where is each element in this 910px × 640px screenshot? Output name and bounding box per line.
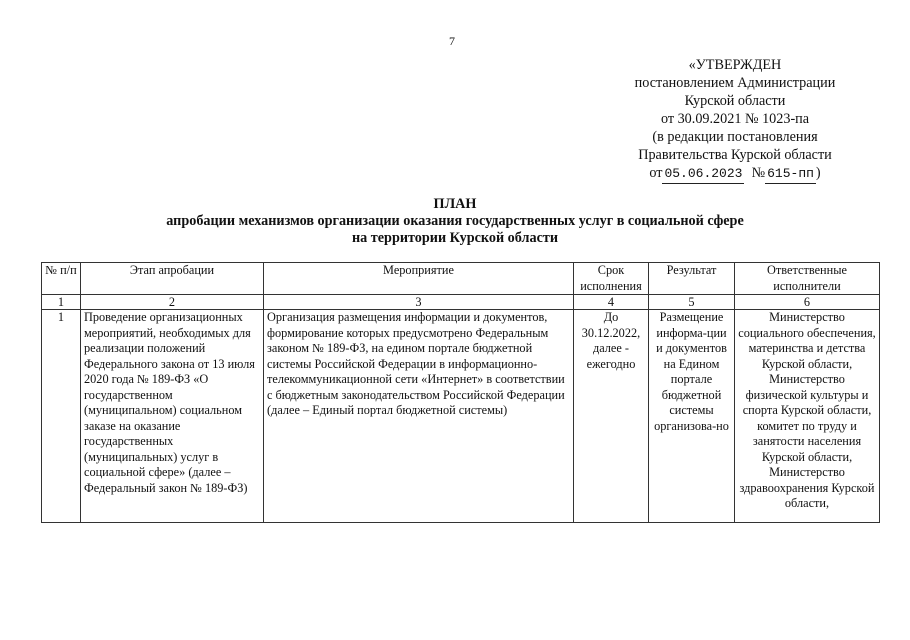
cell-deadline: До 30.12.2022, далее - ежегодно [574, 310, 649, 523]
approval-line: Курской области [684, 93, 786, 109]
page-number: 7 [449, 34, 455, 48]
approval-date: 05.06.2023 [662, 165, 744, 184]
column-number-row [42, 295, 880, 310]
header-stage: Этап апробации [81, 263, 264, 295]
column-number: 1 [42, 295, 81, 310]
header-result: Результат [649, 263, 735, 295]
approval-line: от 30.09.2021 № 1023-па [660, 111, 810, 127]
header-activity: Мероприятие [264, 263, 574, 295]
approval-line: (в редакции постановления [652, 129, 818, 145]
approval-number: 615-пп [765, 165, 816, 184]
approval-line: Правительства Курской области [638, 147, 832, 163]
title-line: апробации механизмов организации оказания государственных услуг в социальной сфере [166, 213, 744, 229]
header-executors: Ответственные исполнители [735, 263, 880, 295]
table-header-row [42, 263, 880, 295]
plan-table [41, 262, 880, 523]
cell-activity: Организация размещения информации и документов, формирование которых предусмотрено Федеральным законом № 189-ФЗ, на едином портале бюджетной системы Российской Федерации в информационно-телекоммуникационной сети «Интернет» в соответствии с бюджетным законодательством Российской Федерации (далее – Единый портал бюджетной системы) [264, 310, 574, 523]
approval-line: «УТВЕРЖДЕН [688, 57, 782, 73]
cell-stage: Проведение организационных мероприятий, необходимых для реализации положений Федерального закона от 13 июля 2020 года № 189-ФЗ «О государственном (муниципальном) социальном заказе на оказание государственных (муниципальных) услуг в социальной сфере» (далее – Федеральный закон № 189-ФЗ) [81, 310, 264, 523]
column-number: 5 [649, 295, 735, 310]
column-number: 4 [574, 295, 649, 310]
header-num: № п/п [42, 263, 81, 295]
approval-stamp [610, 56, 860, 184]
cell-num: 1 [42, 310, 81, 523]
document-title [0, 196, 910, 247]
approval-date-line [610, 164, 860, 184]
cell-executors: Министерство социального обеспечения, материнства и детства Курской области, Министерство физической культуры и спорта Курской области, комитет по труду и занятости населения Курской области, Министерство здравоохранения Курской области, [735, 310, 880, 523]
title-line: ПЛАН [433, 196, 477, 212]
number-prefix: № [751, 165, 766, 181]
closing-paren: ) [815, 165, 821, 181]
column-number: 3 [264, 295, 574, 310]
approval-line: постановлением Администрации [634, 75, 836, 91]
column-number: 2 [81, 295, 264, 310]
title-line: на территории Курской области [351, 230, 559, 246]
cell-result: Размещение информа-ции и документов на Едином портале бюджетной системы организова-но [649, 310, 735, 523]
date-prefix: от [649, 165, 663, 181]
table-row [42, 310, 880, 523]
header-deadline: Срок исполнения [574, 263, 649, 295]
column-number: 6 [735, 295, 880, 310]
